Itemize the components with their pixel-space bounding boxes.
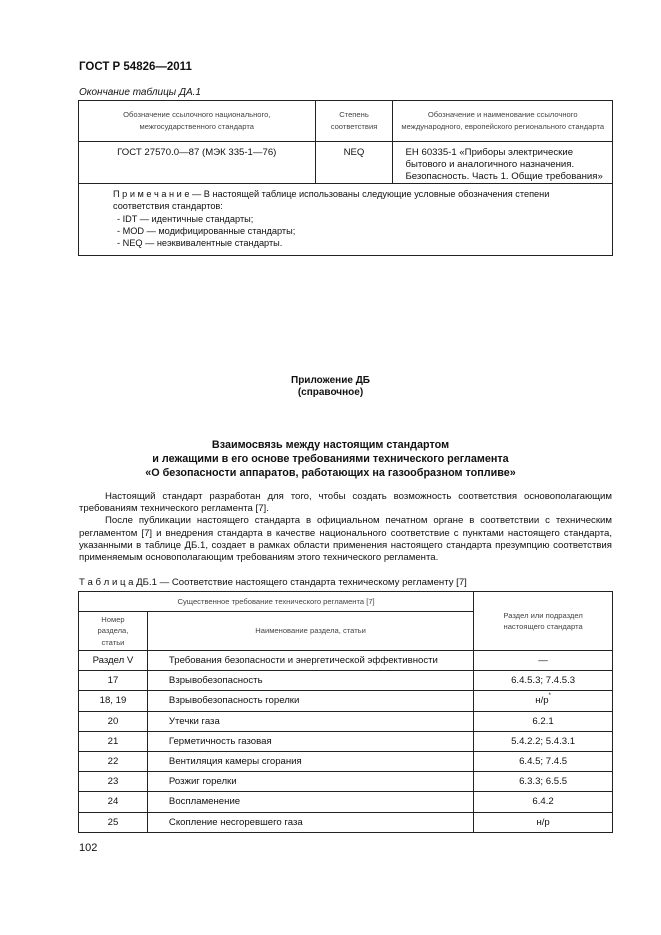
section-value: — [538,655,548,667]
header-group-requirement: Существенное требование технического регламента [7] [79,592,474,612]
table-row [79,651,613,671]
regulation-correspondence-table [78,591,613,833]
document-header: ГОСТ Р 54826—2011 [79,61,192,73]
section-value: 6.3.3; 6.5.5 [519,776,568,788]
cell-number: 20 [79,711,148,731]
header-national-standard: Обозначение ссылочного национального, межгосударственного стандарта [79,101,316,142]
cell-number: 24 [79,792,148,812]
section-value: 6.4.5; 7.4.5 [519,756,568,768]
table-row [79,142,613,184]
cell-number: 21 [79,731,148,751]
cell-section [474,731,613,751]
heading-line-2: и лежащими в его основе требованиями технического регламента [152,453,509,466]
appendix-subtitle: (справочное) [297,387,364,398]
cell-name: Скопление несгоревшего газа [147,812,473,832]
table-row [79,812,613,832]
appendix-heading [0,438,661,481]
section-value: н/р [536,816,550,828]
cell-number: 23 [79,772,148,792]
header-international-standard: Обозначение и наименование ссылочного международного, европейского регионального стандарта [393,101,613,142]
cell-section [474,772,613,792]
table-row [79,691,613,711]
header-section: Раздел или подраздел настоящего стандарта [474,592,613,651]
reference-standards-table [78,100,613,256]
cell-international: ЕН 60335-1 «Приборы электрические бытового и аналогичного назначения. Безопасность. Часть 1. Общие требования» [393,142,613,184]
heading-line-1: Взаимосвязь между настоящим стандартом [211,439,450,451]
table-row [79,772,613,792]
note-label: П р и м е ч а н и е [113,189,190,199]
heading-line-3: «О безопасности аппаратов, работающих на газообразном топливе» [145,467,516,480]
header-degree: Степень соответствия [315,101,393,142]
cell-section [474,751,613,771]
section-value: 6.4.2 [532,796,554,808]
note-item-mod: - MOD — модифицированные стандарты; [117,225,296,236]
paragraph-2: После публикации настоящего стандарта в официальном печатном органе в соответствии с техническим регламентом [7] и внедрения стандарта в качестве национального соответствие с пунктами настоящего стандарта, указанными в таблице ДБ.1, создает в рамках области применения настоящего стандарта презумпцию соответствия применяемым основополагающим требованиям этого технического регламента. [79,515,612,564]
header-number: Номер раздела, статьи [79,612,148,651]
cell-section [474,792,613,812]
cell-national: ГОСТ 27570.0—87 (МЭК 335-1—76) [79,142,316,184]
cell-degree: NEQ [315,142,393,184]
table-note [79,184,613,256]
cell-number: 25 [79,812,148,832]
cell-name: Взрывобезопасность [147,671,473,691]
table-note-row [79,184,613,256]
table-group-header-row [79,592,613,612]
cell-section [474,812,613,832]
table-row [79,792,613,812]
section-value: 6.4.5.3; 7.4.5.3 [511,675,576,687]
cell-number: 17 [79,671,148,691]
paragraph-1: Настоящий стандарт разработан для того, чтобы создать возможность соответствия основополагающим требованиям технического регламента [7]. [79,491,612,515]
header-name: Наименование раздела, статьи [147,612,473,651]
cell-section [474,651,613,671]
table-continuation-caption: Окончание таблицы ДА.1 [79,87,201,98]
appendix-body [79,491,612,564]
section-value: 5.4.2.2; 5.4.3.1 [511,735,576,747]
note-text: — В настоящей таблице использованы следующие условные обозначения степени соответствия стандартов: [113,189,550,212]
table-row [79,711,613,731]
table-body [79,651,613,833]
note-item-idt: - IDT — идентичные стандарты; [117,213,254,224]
section-value: 6.2.1 [532,715,554,727]
cell-name: Герметичность газовая [147,731,473,751]
table-header-row [79,101,613,142]
page-number: 102 [79,842,98,854]
note-item-neq: - NEQ — неэквивалентные стандарты. [117,238,283,249]
cell-name: Взрывобезопасность горелки [147,691,473,711]
cell-section [474,691,613,711]
cell-name: Вентиляция камеры сгорания [147,751,473,771]
cell-number: 18, 19 [79,691,148,711]
section-value: н/р [535,695,549,707]
cell-section [474,711,613,731]
table-db1-caption: Т а б л и ц а ДБ.1 — Соответствие настоящего стандарта техническому регламенту [7] [79,577,467,588]
table-row [79,731,613,751]
cell-name: Воспламенение [147,792,473,812]
table-row [79,671,613,691]
table-row [79,751,613,771]
cell-name: Требования безопасности и энергетической эффективности [147,651,473,671]
cell-section [474,671,613,691]
footnote-mark: * [548,693,551,700]
cell-name: Утечки газа [147,711,473,731]
cell-number: 22 [79,751,148,771]
cell-name: Розжиг горелки [147,772,473,792]
cell-number: Раздел V [79,651,148,671]
appendix-title: Приложение ДБ [291,375,370,386]
